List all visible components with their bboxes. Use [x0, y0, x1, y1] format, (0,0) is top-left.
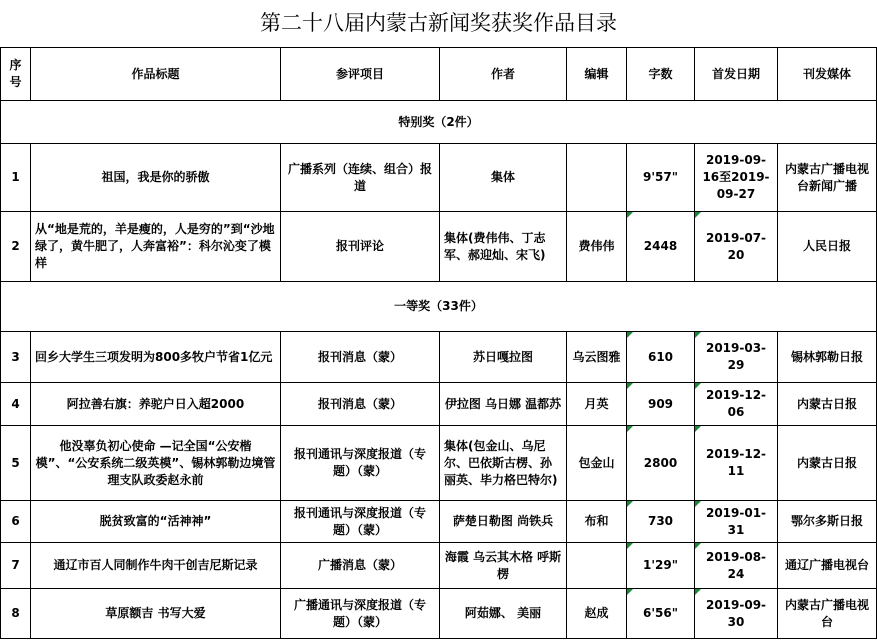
header-editor: 编辑 — [567, 48, 627, 101]
cell-no: 2 — [1, 212, 31, 282]
cell-editor: 赵成 — [567, 589, 627, 639]
table-row — [1, 144, 877, 212]
cell-indicator-mark — [627, 501, 633, 507]
award-table — [0, 47, 877, 639]
cell-date: 2019-07-20 — [695, 212, 778, 282]
cell-no: 3 — [1, 332, 31, 383]
cell-media: 锡林郭勒日报 — [778, 332, 877, 383]
header-category: 参评项目 — [281, 48, 440, 101]
cell-media: 通辽广播电视台 — [778, 543, 877, 589]
cell-indicator-mark — [627, 332, 633, 338]
cell-indicator-mark — [627, 426, 633, 432]
cell-no: 8 — [1, 589, 31, 639]
cell-words: 2448 — [627, 212, 695, 282]
cell-editor — [567, 144, 627, 212]
cell-indicator-mark — [695, 543, 701, 549]
cell-date: 2019-08-24 — [695, 543, 778, 589]
cell-words: 610 — [627, 332, 695, 383]
cell-title: 通辽市百人同制作牛肉干创吉尼斯记录 — [31, 543, 281, 589]
cell-title: 脱贫致富的“活神神” — [31, 501, 281, 543]
cell-author: 集体(包金山、乌尼尔、巴依斯古楞、孙丽英、毕力格巴特尔) — [440, 426, 567, 501]
cell-indicator-mark — [695, 212, 701, 218]
cell-category: 报刊通讯与深度报道（专题）（蒙） — [281, 501, 440, 543]
cell-author: 萨楚日勒图 尚铁兵 — [440, 501, 567, 543]
cell-category: 广播通讯与深度报道（专题）（蒙） — [281, 589, 440, 639]
header-title: 作品标题 — [31, 48, 281, 101]
cell-date: 2019-03-29 — [695, 332, 778, 383]
cell-author: 集体 — [440, 144, 567, 212]
cell-no: 1 — [1, 144, 31, 212]
cell-media: 内蒙古广播电视台新闻广播 — [778, 144, 877, 212]
header-no: 序号 — [1, 48, 31, 101]
table-row — [1, 212, 877, 282]
cell-category: 报刊消息（蒙） — [281, 332, 440, 383]
header-words: 字数 — [627, 48, 695, 101]
section-heading: 特别奖（2件） — [1, 101, 877, 144]
cell-indicator-mark — [695, 501, 701, 507]
section-heading: 一等奖（33件） — [1, 282, 877, 332]
header-date: 首发日期 — [695, 48, 778, 101]
cell-title: 阿拉善右旗：养驼户日入超2000 — [31, 383, 281, 426]
section-heading-row — [1, 282, 877, 332]
cell-indicator-mark — [695, 383, 701, 389]
cell-words: 6'56" — [627, 589, 695, 639]
table-row — [1, 332, 877, 383]
cell-title: 回乡大学生三项发明为800多牧户节省1亿元 — [31, 332, 281, 383]
cell-media: 内蒙古广播电视台 — [778, 589, 877, 639]
cell-words: 9'57" — [627, 144, 695, 212]
cell-title: 祖国，我是你的骄傲 — [31, 144, 281, 212]
cell-words: 730 — [627, 501, 695, 543]
cell-editor: 乌云图雅 — [567, 332, 627, 383]
cell-editor — [567, 543, 627, 589]
cell-date: 2019-12-11 — [695, 426, 778, 501]
cell-title: 从“地是荒的，羊是瘦的，人是穷的”到“沙地绿了，黄牛肥了，人奔富裕”：科尔沁变了模样 — [31, 212, 281, 282]
cell-editor: 包金山 — [567, 426, 627, 501]
table-row — [1, 426, 877, 501]
cell-date: 2019-12-06 — [695, 383, 778, 426]
cell-category: 广播系列（连续、组合）报道 — [281, 144, 440, 212]
header-media: 刊发媒体 — [778, 48, 877, 101]
header-row — [1, 48, 877, 101]
cell-author: 苏日嘎拉图 — [440, 332, 567, 383]
cell-category: 报刊通讯与深度报道（专题）（蒙） — [281, 426, 440, 501]
cell-author: 集体(费伟伟、丁志军、郝迎灿、宋飞) — [440, 212, 567, 282]
cell-indicator-mark — [627, 383, 633, 389]
cell-no: 4 — [1, 383, 31, 426]
cell-editor: 月英 — [567, 383, 627, 426]
cell-words: 2800 — [627, 426, 695, 501]
cell-indicator-mark — [627, 543, 633, 549]
cell-author: 海霞 乌云其木格 呼斯楞 — [440, 543, 567, 589]
cell-media: 内蒙古日报 — [778, 383, 877, 426]
cell-category: 报刊评论 — [281, 212, 440, 282]
table-row — [1, 543, 877, 589]
table-row — [1, 501, 877, 543]
cell-author: 阿茹娜、 美丽 — [440, 589, 567, 639]
cell-words: 1'29" — [627, 543, 695, 589]
cell-indicator-mark — [627, 589, 633, 595]
cell-editor: 费伟伟 — [567, 212, 627, 282]
header-author: 作者 — [440, 48, 567, 101]
cell-words: 909 — [627, 383, 695, 426]
cell-indicator-mark — [695, 426, 701, 432]
cell-category: 广播消息（蒙） — [281, 543, 440, 589]
cell-date: 2019-09-30 — [695, 589, 778, 639]
cell-media: 内蒙古日报 — [778, 426, 877, 501]
cell-author: 伊拉图 乌日娜 温都苏 — [440, 383, 567, 426]
cell-indicator-mark — [695, 589, 701, 595]
cell-date: 2019-01-31 — [695, 501, 778, 543]
page-title: 第二十八届内蒙古新闻奖获奖作品目录 — [260, 11, 617, 35]
cell-indicator-mark — [695, 332, 701, 338]
cell-no: 6 — [1, 501, 31, 543]
table-row — [1, 589, 877, 639]
cell-category: 报刊消息（蒙） — [281, 383, 440, 426]
table-row — [1, 383, 877, 426]
cell-no: 7 — [1, 543, 31, 589]
cell-title: 他没辜负初心使命 —记全国“公安楷模”、“公安系统二级英模”、锡林郭勒边境管理支队政委赵永前 — [31, 426, 281, 501]
cell-media: 鄂尔多斯日报 — [778, 501, 877, 543]
cell-media: 人民日报 — [778, 212, 877, 282]
cell-editor: 布和 — [567, 501, 627, 543]
cell-indicator-mark — [627, 212, 633, 218]
cell-title: 草原额吉 书写大爱 — [31, 589, 281, 639]
cell-date: 2019-09-16至2019-09-27 — [695, 144, 778, 212]
section-heading-row — [1, 101, 877, 144]
cell-no: 5 — [1, 426, 31, 501]
